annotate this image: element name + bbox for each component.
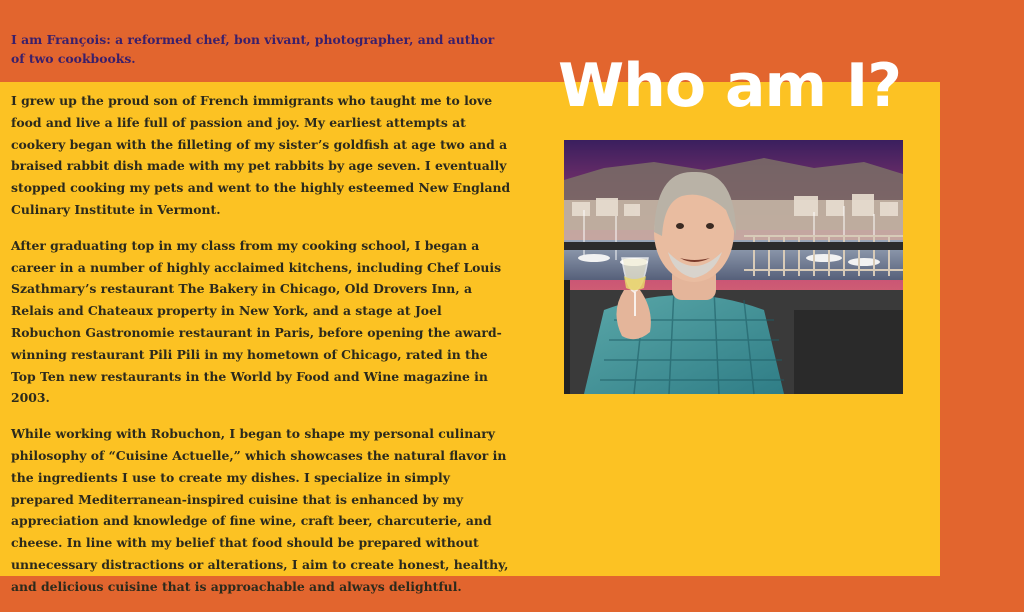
portrait-photo [564,140,903,394]
bio-paragraph-3: While working with Robuchon, I began to shape my personal culinary philosophy of “Cuisine Actuelle,” which showcases the natural flavor in the ingredients I use to create my dishes. I specialize in simply prepared Mediterranean-inspired cuisine that is enhanced by my appreciation and knowledge of fine wine, craft beer, charcuterie, and cheese. In line with my belief that food should be prepared without unnecessary distractions or alterations, I aim to create honest, healthy, and delicious cuisine that is approachable and always delightful. [11,426,509,594]
bio-body [11,90,511,612]
page-title: Who am I? [558,51,902,121]
intro-text: I am François: a reformed chef, bon vivant, photographer, and author of two cookbooks. [11,32,495,66]
bio-paragraph-2: After graduating top in my class from my cooking school, I began a career in a number of highly acclaimed kitchens, including Chef Louis Szathmary’s restaurant The Bakery in Chicago, Old Drovers Inn, a Relais and Chateaux property in New York, and a stage at Joel Robuchon Gastronomie restaurant in Paris, before opening the award-winning restaurant Pili Pili in my hometown of Chicago, rated in the Top Ten new restaurants in the World by Food and Wine magazine in 2003. [11,237,502,406]
bio-paragraph-1: I grew up the proud son of French immigrants who taught me to love food and live a life full of passion and joy. My earliest attempts at cookery began with the filleting of my sister’s goldfish at age two and a braised rabbit dish made with my pet rabbits by age seven. I eventually stopped cooking my pets and went to the highly esteemed New England Culinary Institute in Vermont. [11,93,511,217]
